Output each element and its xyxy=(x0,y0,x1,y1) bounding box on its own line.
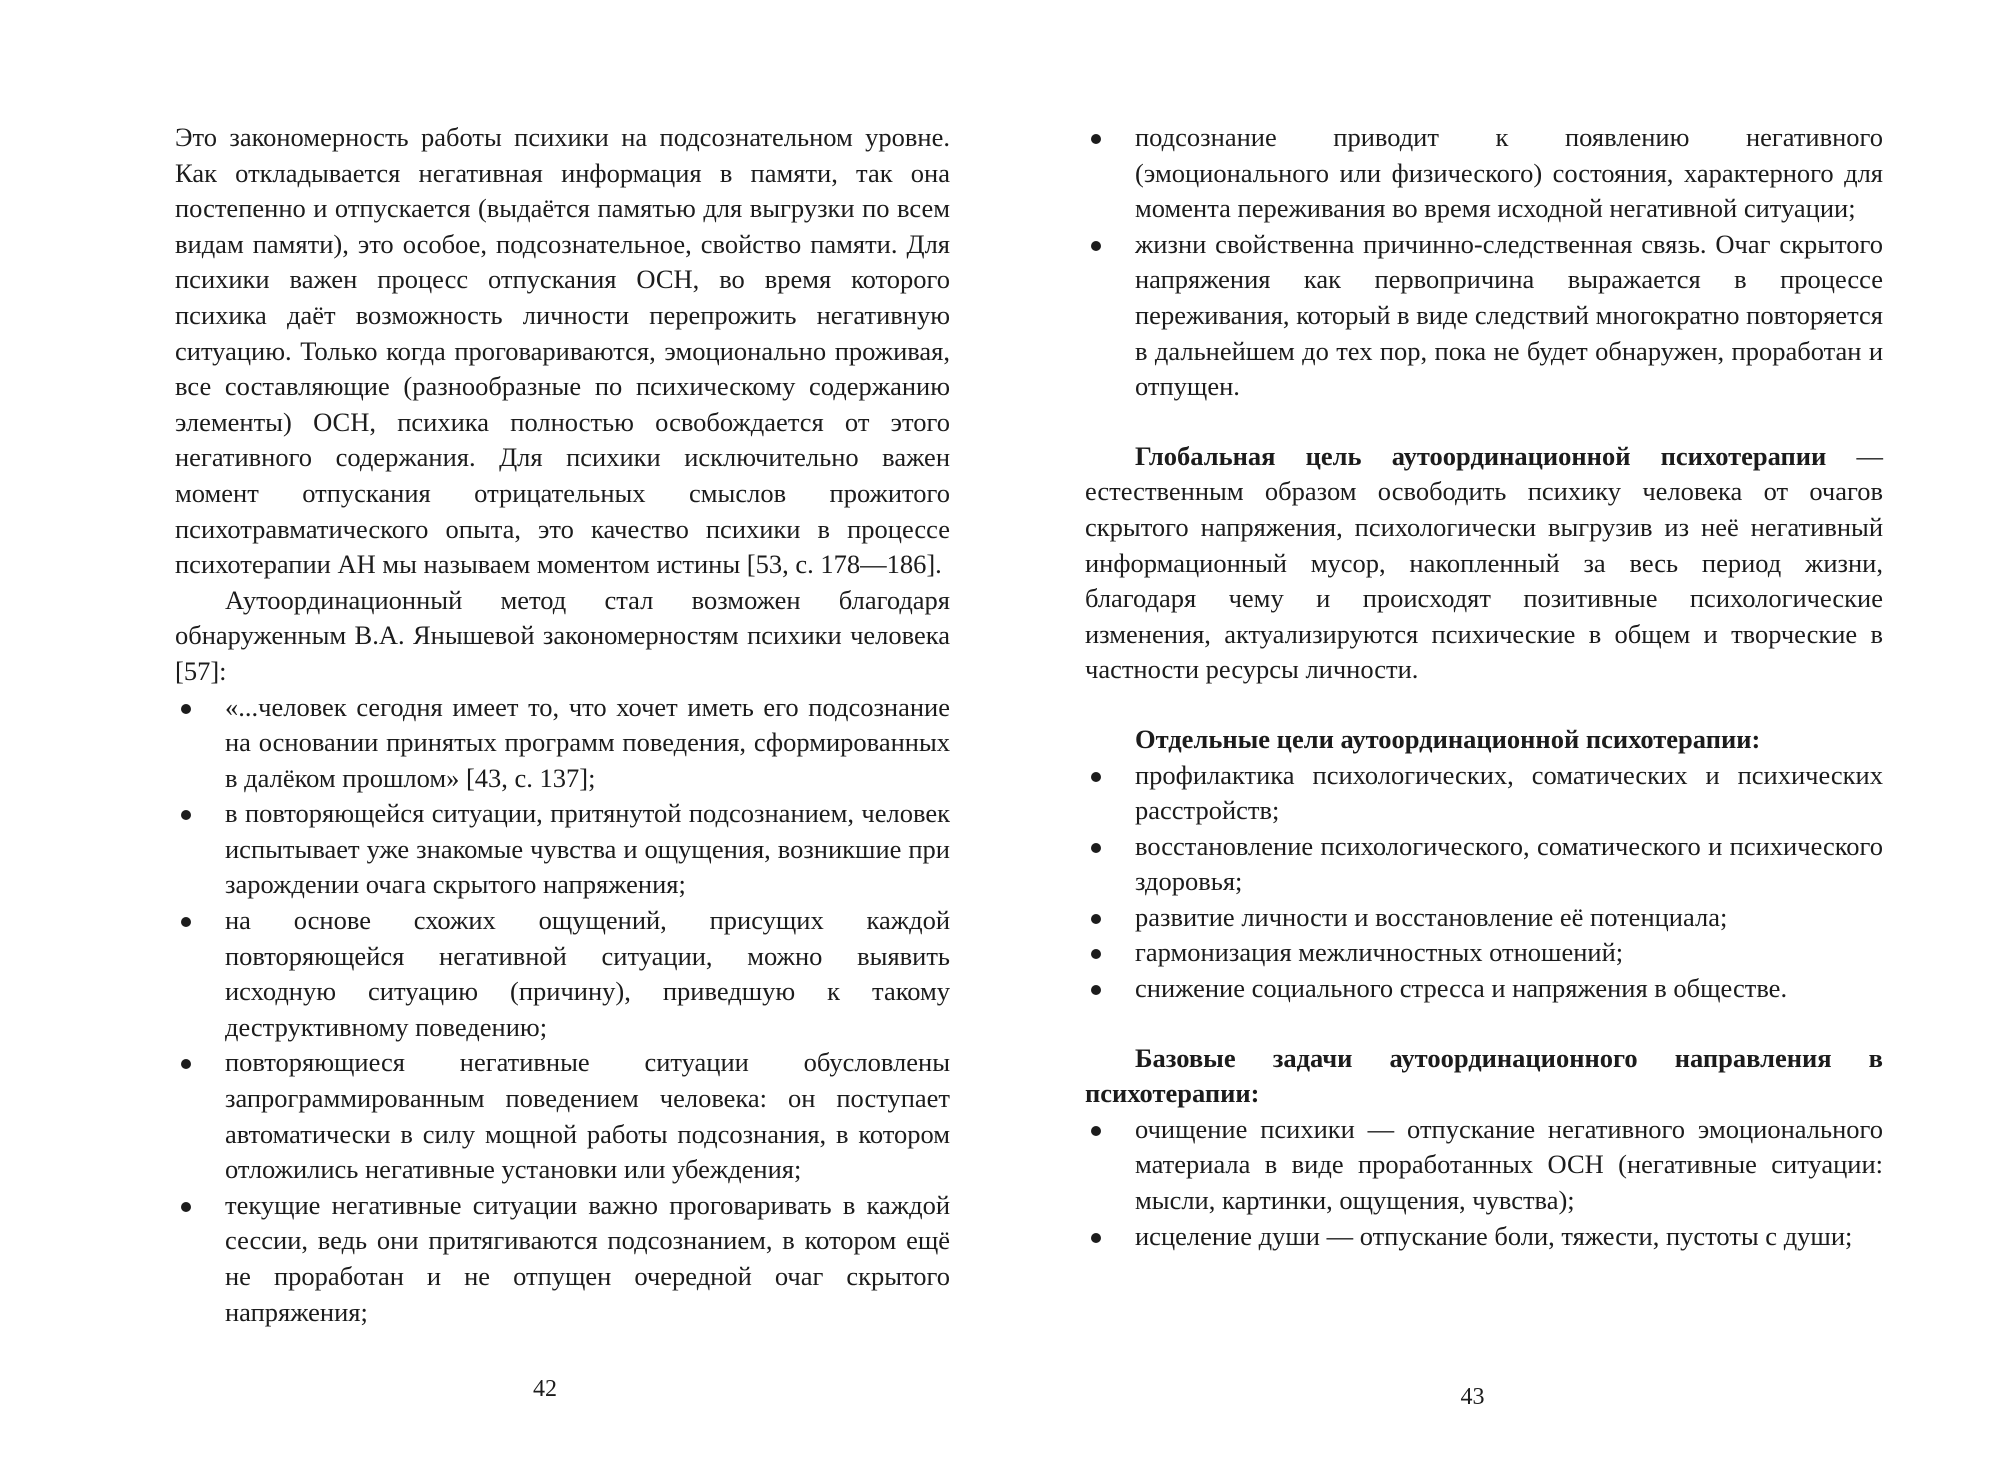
list-item: восстановление психологического, соматического и психического здоровья; xyxy=(1085,829,1883,900)
list-item: «...человек сегодня имеет то, что хочет иметь его подсознание на основании принятых программ поведения, сформированных в далёком прошлом» [43, с. 137]; xyxy=(175,690,950,797)
right-top-bullet-list xyxy=(1085,120,1883,405)
bullet-icon xyxy=(181,1059,191,1069)
separate-goals-list xyxy=(1085,758,1883,1007)
list-item: профилактика психологических, соматических и психических расстройств; xyxy=(1085,758,1883,829)
list-item: гармонизация межличностных отношений; xyxy=(1085,935,1883,971)
list-item: снижение социального стресса и напряжения в обществе. xyxy=(1085,971,1883,1007)
bullet-icon xyxy=(1091,772,1101,782)
separate-goals-heading: Отдельные цели аутоординационной психотерапии: xyxy=(1135,723,1761,754)
right-page-text xyxy=(1085,120,1883,1254)
list-item: исцеление души — отпускание боли, тяжести, пустоты с души; xyxy=(1085,1219,1883,1255)
basic-tasks-list xyxy=(1085,1112,1883,1254)
global-goal-text: — естественным образом освободить психику человека от очагов скрытого напряжения, психологически выгрузив из неё негативный информационный мусор, накопленный за весь период жизни, благодаря чему и происходят позитивные психологические изменения, актуализируются психические в общем и творческие в частности ресурсы личности. xyxy=(1085,440,1884,685)
list-item: в повторяющейся ситуации, притянутой подсознанием, человек испытывает уже знакомые чувства и ощущения, возникшие при зарождении очага скрытого напряжения; xyxy=(175,796,950,903)
bullet-icon xyxy=(181,1202,191,1212)
list-item: развитие личности и восстановление её потенциала; xyxy=(1085,900,1883,936)
left-paragraph-2: Аутоординационный метод стал возможен благодаря обнаруженным В.А. Янышевой закономерностям психики человека [57]: xyxy=(175,584,950,686)
left-bullet-list xyxy=(175,690,950,1331)
global-goal-heading: Глобальная цель аутоординационной психотерапии xyxy=(1135,440,1827,471)
right-page xyxy=(1000,0,2000,1481)
bullet-icon xyxy=(1091,914,1101,924)
bullet-icon xyxy=(1091,134,1101,144)
bullet-icon xyxy=(181,917,191,927)
list-item: жизни свойственна причинно-следственная связь. Очаг скрытого напряжения как первопричина выражается в процессе переживания, который в виде следствий многократно повторяется в дальнейшем до тех пор, пока не будет обнаружен, проработан и отпущен. xyxy=(1085,227,1883,405)
bullet-icon xyxy=(1091,1233,1101,1243)
bullet-icon xyxy=(1091,949,1101,959)
bullet-icon xyxy=(1091,843,1101,853)
left-paragraph-1: Это закономерность работы психики на подсознательном уровне. Как откладывается негативная информация в памяти, так она постепенно и отпускается (выдаётся памятью для выгрузки по всем видам памяти), это особое, подсознательное, свойство памяти. Для психики важен процесс отпускания ОСН, во время которого психика даёт возможность личности перепрожить негативную ситуацию. Только когда проговариваются, эмоционально проживая, все составляющие (разнообразные по психическому содержанию элементы) ОСН, психика полностью освобождается от этого негативного содержания. Для психики исключительно важен момент отпускания отрицательных смыслов прожитого психотравматического опыта, это качество психики в процессе психотерапии АН мы называем моментом истины [53, с. 178—186]. xyxy=(175,122,950,580)
basic-tasks-heading: Базовые задачи аутоординационного направления в психотерапии: xyxy=(1085,1042,1883,1109)
page-number-right: 43 xyxy=(1460,1384,1485,1410)
bullet-icon xyxy=(181,810,191,820)
list-item: повторяющиеся негативные ситуации обусловлены запрограммированным поведением человека: он поступает автоматически в силу мощной работы подсознания, в котором отложились негативные установки или убеждения; xyxy=(175,1045,950,1187)
bullet-icon xyxy=(1091,985,1101,995)
left-page-text xyxy=(175,120,950,1330)
list-item: на основе схожих ощущений, присущих каждой повторяющейся негативной ситуации, можно выявить исходную ситуацию (причину), приведшую к такому деструктивному поведению; xyxy=(175,903,950,1045)
bullet-icon xyxy=(181,704,191,714)
list-item: текущие негативные ситуации важно проговаривать в каждой сессии, ведь они притягиваются подсознанием, в котором ещё не проработан и не отпущен очередной очаг скрытого напряжения; xyxy=(175,1188,950,1330)
bullet-icon xyxy=(1091,1126,1101,1136)
list-item: подсознание приводит к появлению негативного (эмоционального или физического) состояния, характерного для момента переживания во время исходной негативной ситуации; xyxy=(1085,120,1883,227)
bullet-icon xyxy=(1091,241,1101,251)
global-goal-paragraph xyxy=(1085,439,1883,688)
list-item: очищение психики — отпускание негативного эмоционального материала в виде проработанных ОСН (негативные ситуации: мысли, картинки, ощущения, чувства); xyxy=(1085,1112,1883,1219)
page-number-left: 42 xyxy=(533,1376,557,1402)
